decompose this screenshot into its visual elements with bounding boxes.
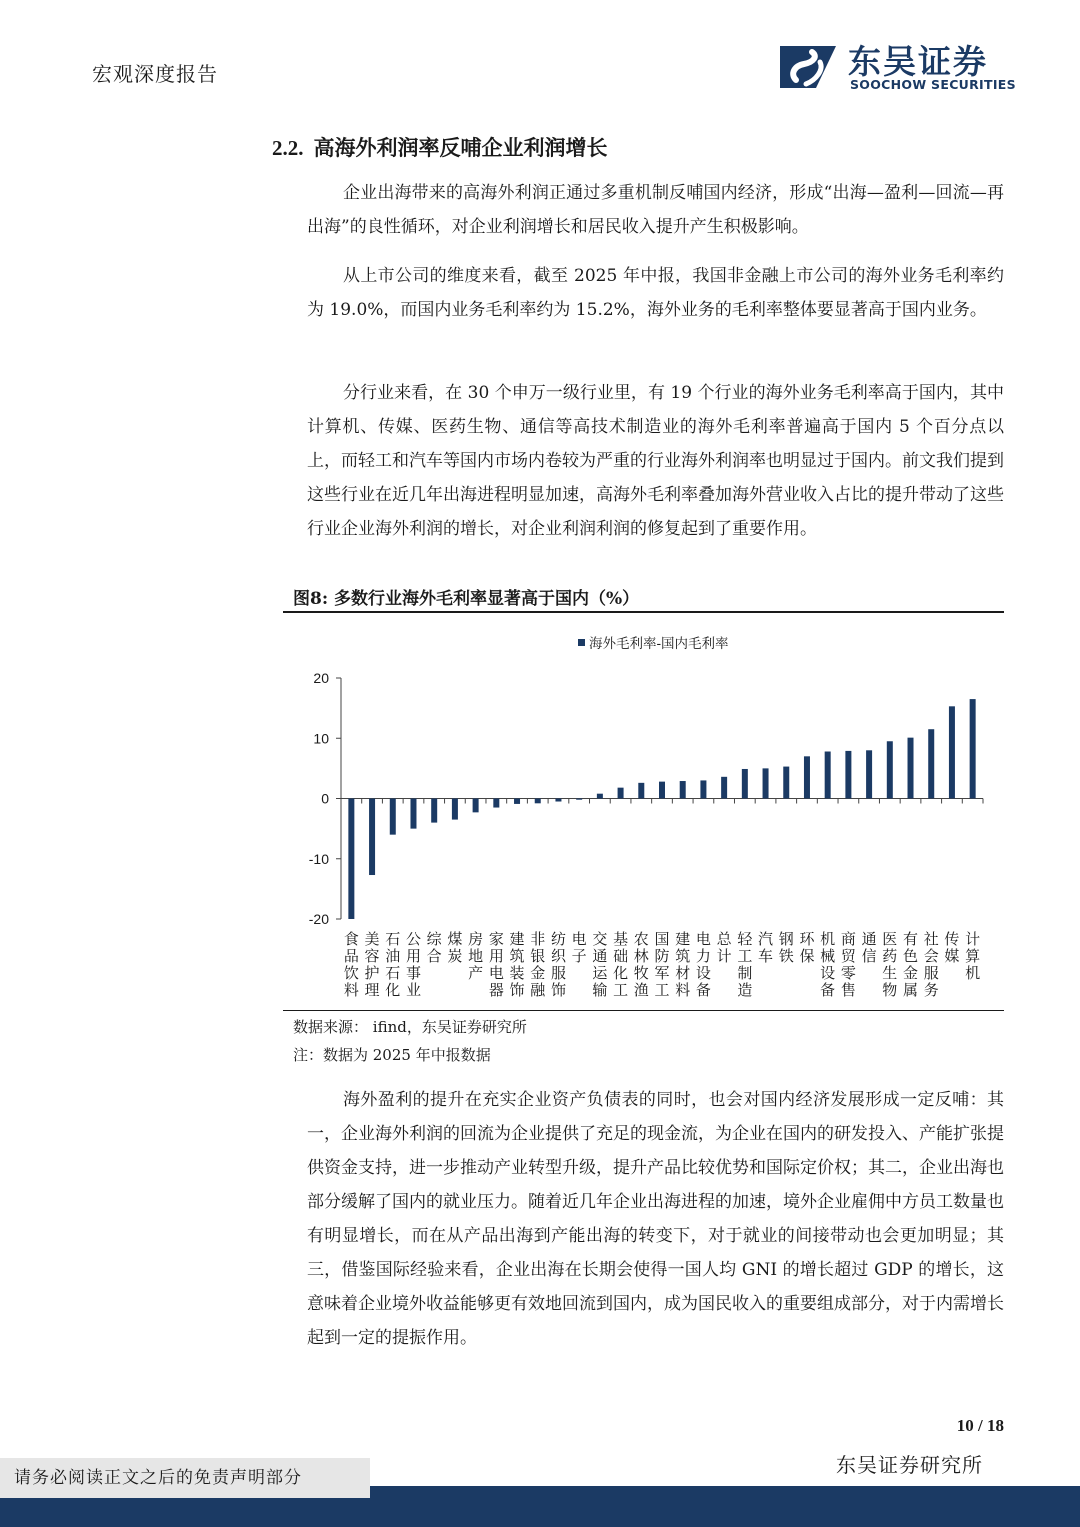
x-tick-label: 电子: [571, 930, 587, 965]
x-tick-label: 国防军工: [654, 930, 670, 999]
page-separator: /: [978, 1416, 983, 1435]
x-tick-label: 机械设备: [820, 930, 836, 999]
bar: [845, 751, 851, 799]
section-title: [272, 132, 608, 162]
x-tick-label: 非银金融: [530, 930, 546, 999]
company-logo: [776, 40, 1016, 96]
x-tick-label: 公用事业: [405, 930, 421, 999]
bar: [721, 777, 727, 799]
x-tick-label: 交通运输: [592, 930, 608, 999]
bar: [390, 799, 396, 835]
page-total: 18: [987, 1416, 1004, 1435]
bar: [493, 799, 499, 808]
x-tick-label: 有色金属: [903, 930, 919, 999]
x-tick-label: 通信: [861, 930, 877, 965]
x-tick-label: 煤炭: [447, 930, 463, 965]
footer-organization: 东吴证券研究所: [836, 1453, 983, 1477]
bar: [887, 741, 893, 798]
bar: [473, 799, 479, 813]
page-number: [900, 1416, 1004, 1436]
figure-source: 数据来源： ifind，东吴证券研究所: [293, 1018, 527, 1036]
bar: [597, 794, 603, 799]
bar: [804, 756, 810, 798]
bar: [680, 781, 686, 798]
figure-note: 注：数据为 2025 年中报数据: [293, 1046, 491, 1064]
x-tick-label: 石油石化: [385, 930, 401, 999]
x-tick-label: 计算机: [965, 930, 981, 982]
bar: [763, 768, 769, 798]
report-type: 宏观深度报告: [92, 62, 218, 86]
section-number: 2.2.: [272, 136, 304, 160]
soochow-logo-icon: [776, 40, 840, 94]
bar: [618, 788, 624, 799]
bar: [348, 799, 354, 920]
y-tick-label: 20: [313, 670, 329, 686]
x-tick-label: 环保: [799, 930, 815, 965]
x-tick-label: 传媒: [944, 930, 960, 965]
bar: [410, 799, 416, 829]
x-tick-label: 建筑装饰: [509, 930, 525, 999]
x-tick-label: 汽车: [758, 930, 774, 965]
bar: [452, 799, 458, 820]
figure-bottom-rule: [283, 1010, 1004, 1011]
x-tick-label: 基础化工: [613, 930, 629, 999]
bar: [742, 769, 748, 799]
bar: [555, 799, 561, 802]
x-tick-label: 美容护理: [364, 930, 380, 999]
bar: [949, 706, 955, 798]
figure-title: 图8: 多数行业海外毛利率显著高于国内（%）: [293, 589, 640, 609]
logo-text-en: SOOCHOW SECURITIES: [850, 77, 1016, 92]
bar: [783, 767, 789, 799]
y-tick-label: 10: [313, 730, 329, 747]
x-tick-label: 总计: [716, 930, 732, 965]
bar: [825, 752, 831, 799]
bar: [431, 799, 437, 823]
bar: [659, 782, 665, 799]
paragraph-4: 海外盈利的提升在充实企业资产负债表的同时，也会对国内经济发展形成一定反哺：其一，企业海外利润的回流为企业提供了充足的现金流，为企业在国内的研发投入、产能扩张提供资金支持，进一步推动产业转型升级，提升产品比较优势和国际定价权；其二，企业出海也部分缓解了国内的就业压力。随着近几年企业出海进程的加速，境外企业雇佣中方员工数量也有明显增长，而在从产品出海到产能出海的转变下，对于就业的间接带动也会更加明显；其三，借鉴国际经验来看，企业出海在长期会使得一国人均 GNI 的增长超过 GDP 的增长，这意味着企业境外收益能够更有效地回流到国内，成为国民收入的重要组成部分，对于内需增长起到一定的提振作用。: [307, 1090, 1004, 1348]
x-tick-label: 综合: [426, 930, 442, 965]
y-tick-label: -20: [308, 911, 329, 927]
x-tick-label: 农林牧渔: [633, 930, 649, 999]
x-tick-label: 食品饮料: [343, 930, 359, 999]
x-tick-label: 商贸零售: [840, 930, 856, 999]
paragraph-1: 企业出海带来的高海外利润正通过多重机制反哺国内经济，形成“出海—盈利—回流—再出海”的良性循环，对企业利润增长和居民收入提升产生积极影响。: [307, 183, 1004, 237]
disclaimer-banner: 请务必阅读正文之后的免责声明部分: [0, 1458, 370, 1498]
bar: [700, 780, 706, 798]
logo-text-cn: 东吴证券: [848, 42, 988, 81]
bar: [369, 799, 375, 876]
bar: [928, 729, 934, 798]
x-tick-label: 社会服务: [923, 930, 939, 999]
x-tick-label: 家用电器: [488, 930, 504, 999]
bar: [908, 738, 914, 799]
bar: [970, 699, 976, 798]
x-tick-label: 电力设备: [695, 930, 711, 999]
page-current: 10: [956, 1416, 974, 1435]
y-tick-label: -10: [308, 850, 329, 867]
section-title-text: 高海外利润率反哺企业利润增长: [313, 135, 608, 160]
x-tick-label: 建筑材料: [675, 930, 691, 999]
bar: [866, 750, 872, 798]
x-tick-label: 房地产: [468, 930, 484, 982]
bar: [576, 799, 582, 800]
paragraph-3: 分行业来看，在 30 个申万一级行业里，有 19 个行业的海外业务毛利率高于国内，其中计算机、传媒、医药生物、通信等高技术制造业的海外毛利率普遍高于国内 5 个百分点以上，而轻工和汽车等国内市场内卷较为严重的行业海外利润率也明显过于国内。前文我们提到这些行业在近几年出海进程明显加速，高海外毛利率叠加海外营业收入占比的提升带动了这些行业企业海外利润的增长，对企业利润利润的修复起到了重要作用。: [307, 383, 1004, 539]
bar-chart: [283, 620, 1004, 1010]
bar: [535, 799, 541, 804]
legend-label: 海外毛利率-国内毛利率: [589, 636, 729, 652]
x-tick-label: 轻工制造: [737, 930, 753, 999]
paragraph-2: 从上市公司的维度来看，截至 2025 年中报，我国非金融上市公司的海外业务毛利率约为 19.0%，而国内业务毛利率约为 15.2%，海外业务的毛利率整体要显著高于国内业务。: [307, 266, 1004, 320]
bar: [638, 783, 644, 799]
figure-top-rule: [283, 611, 1004, 613]
x-tick-label: 医药生物: [882, 930, 898, 999]
legend-swatch: [578, 639, 585, 646]
bar: [514, 799, 520, 804]
y-tick-label: 0: [321, 790, 329, 807]
x-tick-label: 纺织服饰: [550, 930, 566, 999]
x-tick-label: 钢铁: [778, 930, 794, 965]
